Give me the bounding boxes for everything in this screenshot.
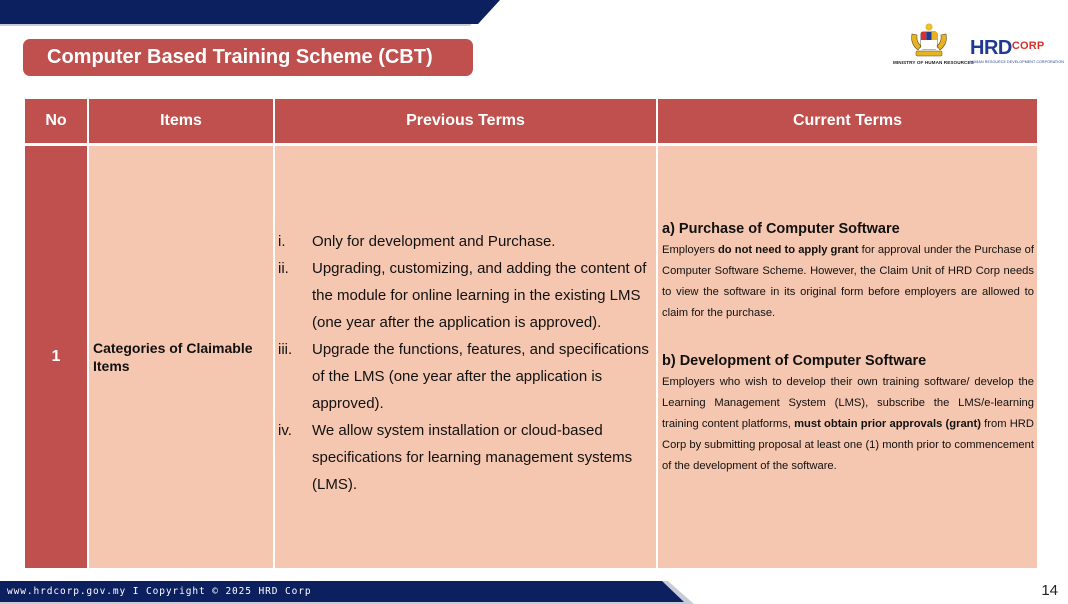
list-item-text: Upgrading, customizing, and adding the content of the module for online learning in the existing LMS (one year after the application is approved). [312, 260, 647, 331]
development-text-2: from HRD Corp by submitting proposal at least one (1) month prior to commencement of the development of the software. [662, 418, 1034, 472]
current-terms-cell [658, 146, 1037, 568]
previous-terms-list [275, 228, 656, 498]
hrd-mark-d: D [997, 37, 1012, 59]
purchase-paragraph [662, 240, 1034, 324]
list-item-number: iii. [278, 341, 293, 358]
header-items: Items [89, 99, 273, 143]
current-terms-development [662, 351, 1034, 477]
item-cell [89, 146, 273, 568]
hrd-corp-logo [970, 36, 1064, 66]
header-previous-terms: Previous Terms [275, 99, 656, 143]
list-item-text: We allow system installation or cloud-based specifications for learning management systems (LMS). [312, 422, 633, 493]
hrd-corp-wordmark [970, 36, 1058, 58]
purchase-text-2: for approval under the Purchase of Computer Software Scheme. However, the Claim Unit of HRD Corp needs to view the software in its original form before employers are allowed to claim for the purchase. [662, 244, 1034, 319]
purchase-text-1: Employers [662, 244, 718, 256]
header-no: No [25, 99, 87, 143]
list-item-number: ii. [278, 260, 289, 277]
previous-terms-cell [275, 146, 656, 568]
hrd-corp-subtitle: HUMAN RESOURCE DEVELOPMENT CORPORATION [970, 60, 1064, 64]
list-item-text: Upgrade the functions, features, and specifications of the LMS (one year after the application is approved). [312, 341, 649, 412]
header-current-terms: Current Terms [658, 99, 1037, 143]
top-banner [0, 0, 500, 27]
purchase-bold-text: do not need to apply grant [717, 244, 859, 256]
item-label: Categories of Claimable Items [93, 340, 253, 374]
list-item-text: Only for development and Purchase. [312, 233, 556, 250]
development-heading: b) Development of Computer Software [662, 353, 927, 369]
ministry-logo [893, 22, 974, 68]
hrd-mark-r: R [983, 37, 998, 59]
list-item [275, 228, 656, 255]
current-terms-purchase [662, 219, 1034, 324]
slide-title: Computer Based Training Scheme (CBT) [23, 39, 473, 76]
hrd-mark-h: H [970, 37, 984, 59]
row-number-cell [25, 146, 87, 568]
list-item-number: iv. [278, 422, 292, 439]
purchase-heading: a) Purchase of Computer Software [662, 221, 900, 237]
list-item-number: i. [278, 233, 286, 250]
hrd-mark-corp: CORP [1011, 40, 1045, 52]
list-item [275, 255, 656, 336]
terms-table [25, 99, 1037, 568]
coat-of-arms-icon [906, 22, 952, 58]
development-text-1: Employers who wish to develop their own training software/ develop the Learning Management System (LMS), subscribe the LMS/e-learning training content platforms, [662, 376, 1034, 430]
ministry-caption: MINISTRY OF HUMAN RESOURCES [893, 60, 974, 65]
development-paragraph [662, 372, 1034, 477]
list-item [275, 336, 656, 417]
list-item [275, 417, 656, 498]
row-number: 1 [51, 348, 61, 365]
development-bold-text: must obtain prior approvals (grant) [794, 418, 981, 430]
page-number: 14 [1041, 582, 1058, 599]
footer-copyright: www.hrdcorp.gov.my I Copyright © 2025 HRD Corp [7, 586, 312, 597]
